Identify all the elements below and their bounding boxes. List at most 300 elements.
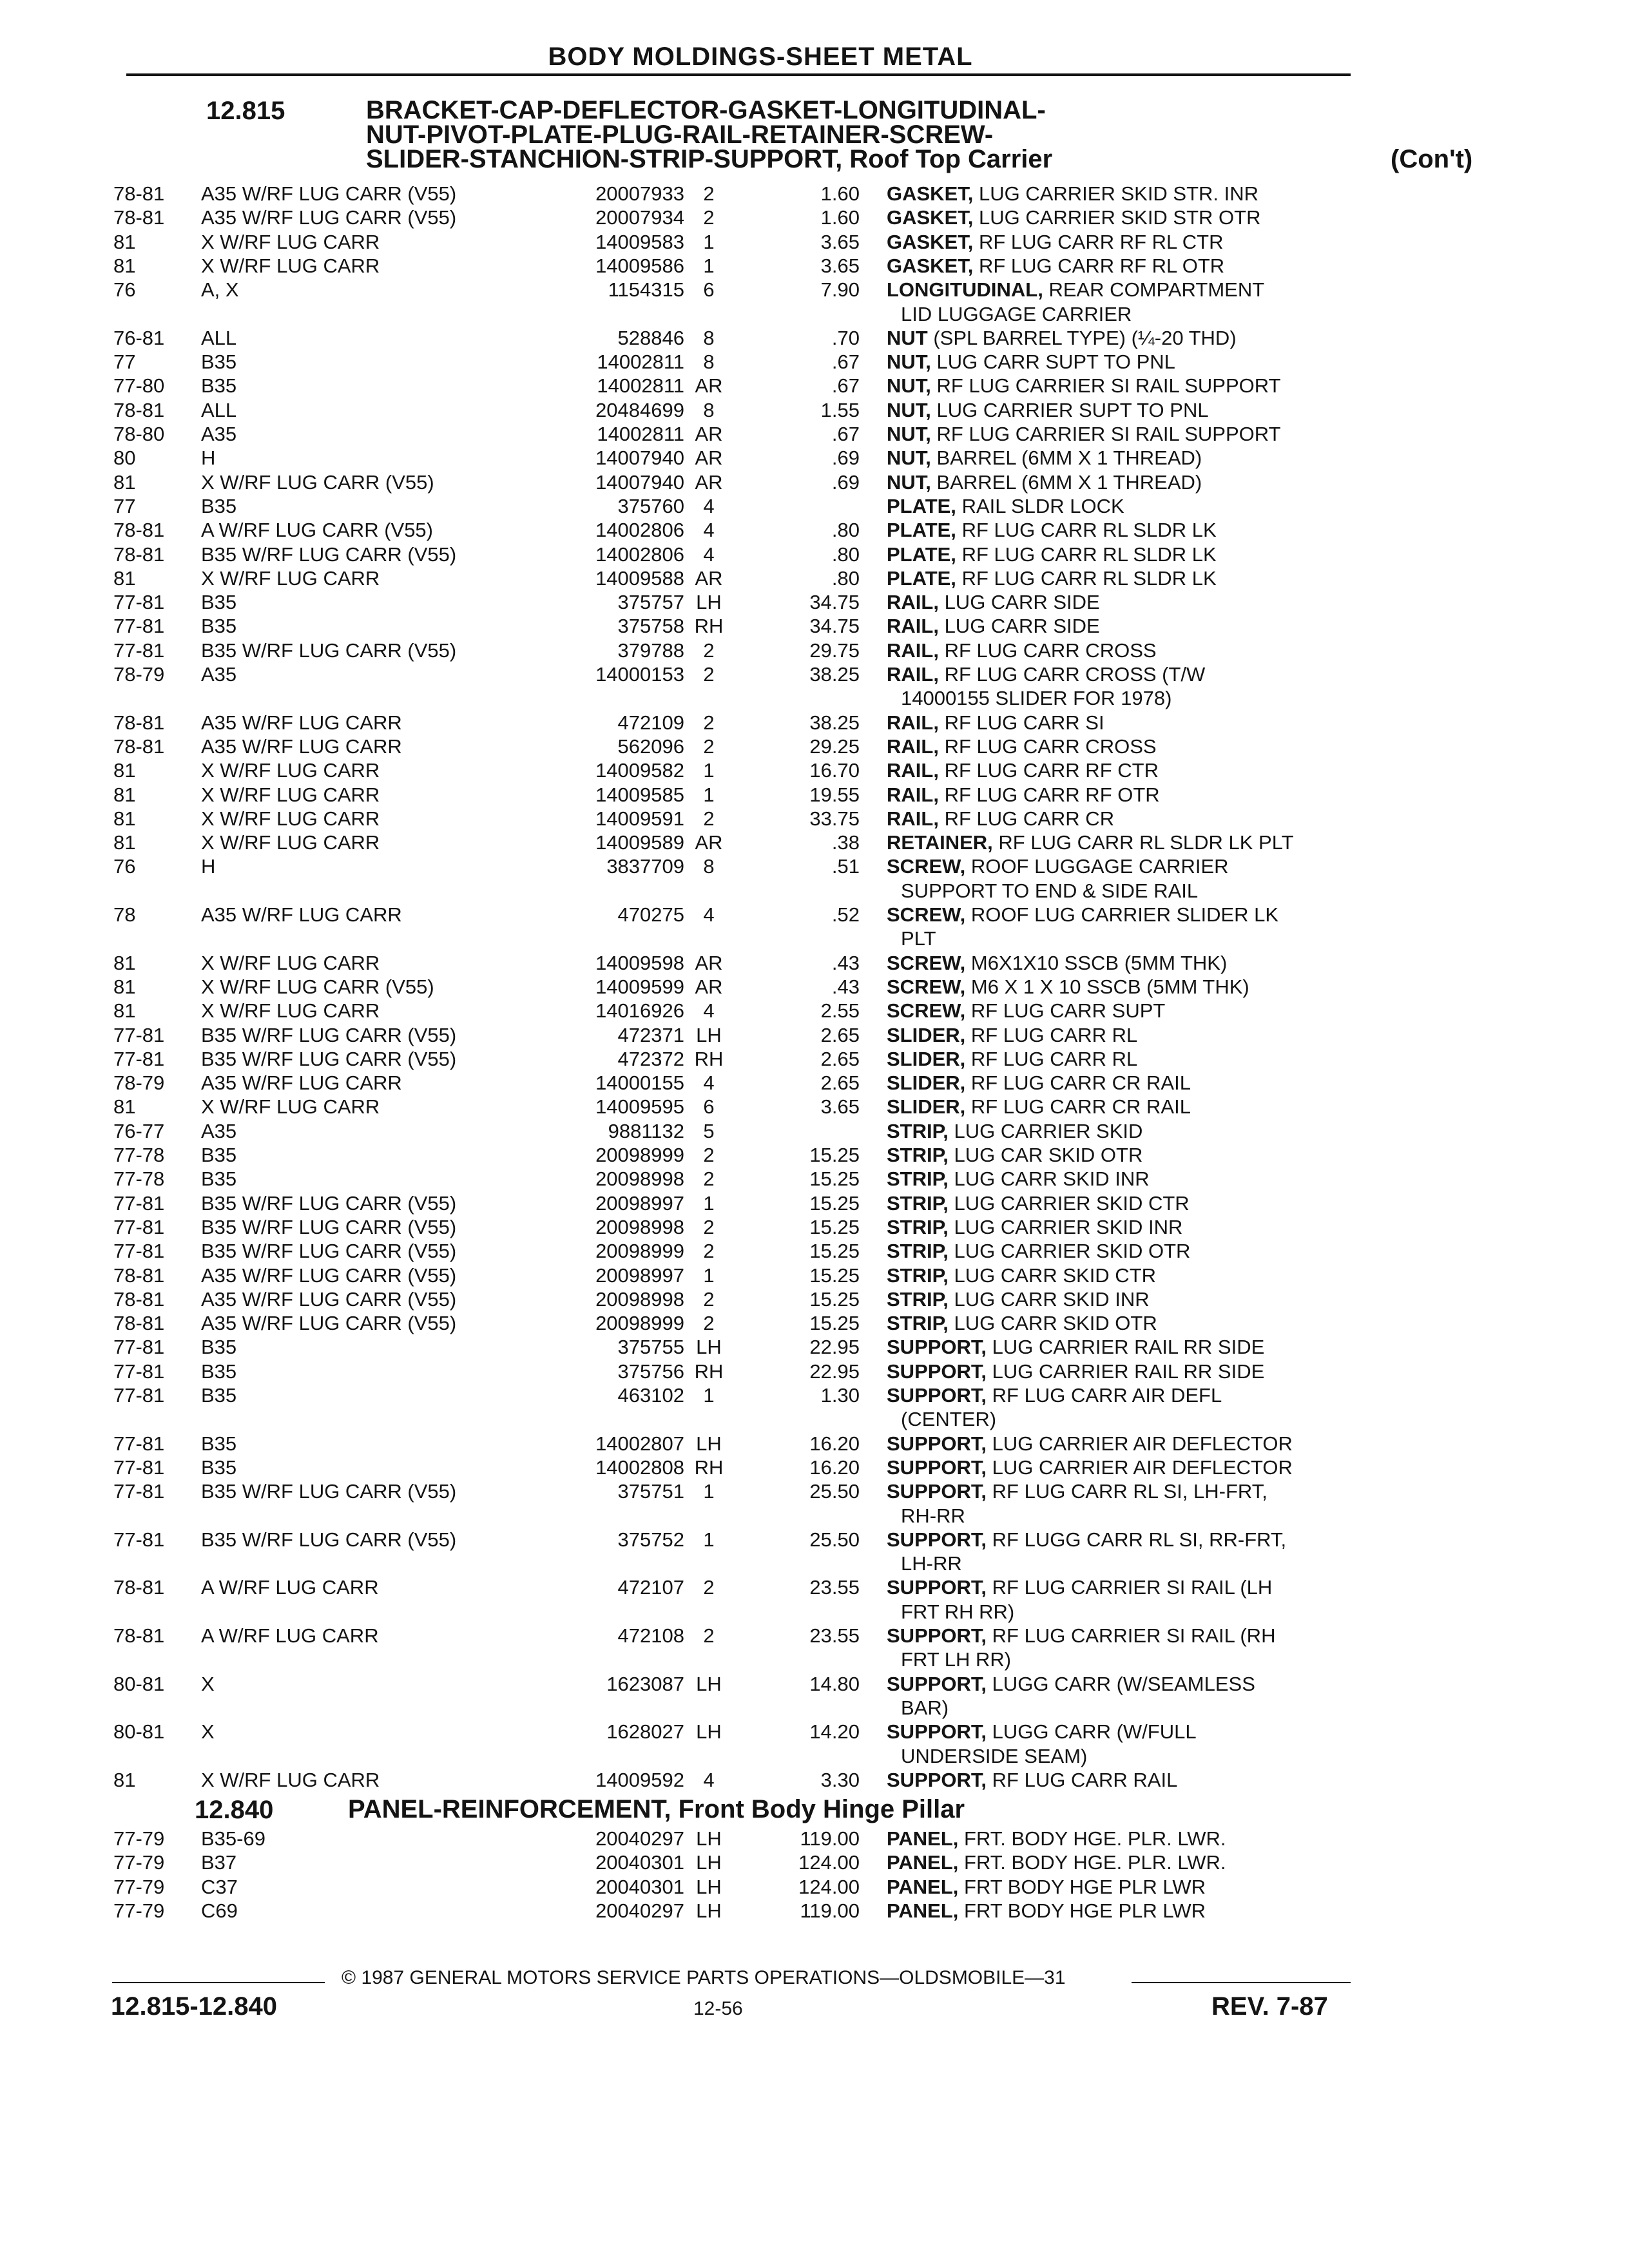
model-code: B35 — [201, 1384, 237, 1407]
price: .67 — [831, 374, 860, 398]
part-description — [887, 1575, 1272, 1599]
model-code: B35 — [201, 1432, 237, 1455]
part-detail: LUG CARRIER SKID CTR — [954, 1191, 1190, 1215]
part-description — [887, 1432, 1293, 1456]
model-code: B37 — [201, 1851, 237, 1874]
model-code: A35 W/RF LUG CARR (V55) — [201, 1287, 457, 1311]
part-name: SUPPORT, — [887, 1720, 987, 1744]
model-year: 81 — [113, 807, 136, 830]
model-year: 77-81 — [113, 1240, 165, 1263]
model-code: X W/RF LUG CARR — [201, 1768, 380, 1791]
model-year: 77-79 — [113, 1875, 165, 1898]
part-detail: LUG CARR SUPT TO PNL — [936, 351, 1175, 374]
part-number: 14009582 — [595, 759, 684, 782]
model-year: 77-81 — [113, 1336, 165, 1359]
part-detail: LUG CARR SKID CTR — [954, 1264, 1157, 1287]
table-row — [0, 1528, 1629, 1552]
model-year: 76 — [113, 855, 136, 878]
part-number: 20098998 — [595, 1287, 684, 1311]
part-number: 14000153 — [595, 663, 684, 686]
quantity: 1 — [703, 1264, 715, 1287]
model-code: X W/RF LUG CARR — [201, 759, 380, 782]
model-year: 81 — [113, 783, 136, 806]
quantity: LH — [696, 1672, 722, 1695]
quantity: 4 — [703, 1072, 715, 1095]
part-name: PLATE, — [887, 519, 956, 542]
model-year: 81 — [113, 951, 136, 974]
model-code: A35 — [201, 423, 237, 445]
table-row — [0, 374, 1629, 398]
part-description — [887, 1720, 1197, 1744]
model-code: B35 — [201, 1144, 237, 1166]
part-description — [887, 1071, 1191, 1095]
part-detail-continued: FRT LH RR) — [901, 1648, 1012, 1671]
quantity: 1 — [703, 1191, 715, 1215]
part-name: SLIDER, — [887, 1072, 966, 1095]
model-year: 80 — [113, 447, 136, 470]
table-row — [0, 230, 1629, 254]
part-number: 14002807 — [595, 1432, 684, 1455]
table-row — [0, 398, 1629, 422]
part-detail-continued: 14000155 SLIDER FOR 1978) — [901, 687, 1172, 710]
section-title-line: PANEL-REINFORCEMENT, — [348, 1795, 671, 1824]
quantity: 8 — [703, 855, 715, 878]
part-name: SUPPORT, — [887, 1432, 987, 1455]
part-detail: LUGG CARR (W/FULL — [992, 1720, 1197, 1744]
part-detail-continued: RH-RR — [901, 1504, 965, 1527]
model-year: 78-80 — [113, 423, 165, 445]
model-code: A35 W/RF LUG CARR (V55) — [201, 1264, 457, 1287]
quantity: 4 — [703, 999, 715, 1023]
part-detail: LUG CARRIER SKID STR OTR — [978, 206, 1261, 229]
price: 15.25 — [809, 1144, 860, 1166]
model-year: 77-81 — [113, 1360, 165, 1383]
table-row — [0, 1383, 1629, 1407]
table-row — [0, 783, 1629, 807]
quantity: 5 — [703, 1119, 715, 1142]
model-year: 77-79 — [113, 1851, 165, 1874]
model-year: 77-78 — [113, 1144, 165, 1166]
price: 15.25 — [809, 1312, 860, 1335]
model-code: B35 — [201, 494, 237, 517]
part-detail-continued: UNDERSIDE SEAM) — [901, 1744, 1088, 1767]
table-row — [0, 1239, 1629, 1263]
part-number: 379788 — [617, 639, 684, 662]
part-description — [887, 398, 1209, 422]
part-number: 1623087 — [606, 1672, 684, 1695]
part-detail: LUG CARRIER AIR DEFLECTOR — [992, 1432, 1293, 1455]
part-name: PLATE, — [887, 566, 956, 590]
part-name: PLATE, — [887, 494, 956, 517]
part-name: SCREW, — [887, 855, 966, 878]
part-detail: RF LUG CARRIER SI RAIL (RH — [992, 1624, 1276, 1647]
quantity: 6 — [703, 278, 715, 302]
part-detail: RF LUG CARR RAIL — [992, 1768, 1178, 1791]
price: .43 — [831, 975, 860, 998]
price: 14.80 — [809, 1672, 860, 1695]
part-name: STRIP, — [887, 1264, 949, 1287]
price: 29.75 — [809, 639, 860, 662]
model-code: B35 — [201, 591, 237, 614]
quantity: 2 — [703, 182, 715, 205]
part-description — [887, 1875, 1206, 1899]
model-year: 81 — [113, 470, 136, 494]
price: 2.65 — [820, 1072, 860, 1095]
table-row — [0, 1311, 1629, 1335]
part-name: RAIL, — [887, 663, 939, 686]
part-number: 14009583 — [595, 230, 684, 253]
part-name: NUT, — [887, 398, 931, 421]
header-rule — [126, 73, 1351, 76]
section-title — [348, 1795, 965, 1824]
part-name: SCREW, — [887, 903, 966, 926]
part-description — [887, 1143, 1142, 1167]
part-description — [887, 326, 1237, 350]
footer-page-number: 12-56 — [693, 1998, 743, 2019]
part-description — [887, 639, 1157, 662]
part-number: 470275 — [617, 903, 684, 926]
part-description — [887, 350, 1175, 374]
model-year: 78-81 — [113, 206, 165, 229]
model-code: B35 — [201, 615, 237, 638]
price: 3.30 — [820, 1768, 860, 1791]
quantity: AR — [695, 470, 723, 494]
model-code: A W/RF LUG CARR — [201, 1576, 379, 1599]
table-row — [0, 278, 1629, 302]
quantity: 1 — [703, 230, 715, 253]
price: 119.00 — [800, 1827, 860, 1850]
quantity: 1 — [703, 1528, 715, 1551]
part-detail: RF LUG CARR AIR DEFL — [992, 1384, 1222, 1407]
model-code: B35 — [201, 374, 237, 398]
part-number: 14002811 — [597, 423, 684, 445]
table-row — [0, 326, 1629, 350]
part-name: SLIDER, — [887, 1095, 966, 1119]
part-name: SUPPORT, — [887, 1384, 987, 1407]
model-code: A35 W/RF LUG CARR — [201, 1072, 402, 1095]
price: .67 — [831, 423, 860, 445]
part-description — [887, 1167, 1150, 1191]
table-row — [0, 831, 1629, 854]
part-number: 14009592 — [595, 1768, 684, 1791]
table-row — [0, 1264, 1629, 1287]
price: 15.25 — [809, 1215, 860, 1238]
price: 15.25 — [809, 1264, 860, 1287]
part-number: 528846 — [617, 326, 684, 349]
part-detail: FRT. BODY HGE. PLR. LWR. — [964, 1851, 1226, 1874]
model-code: B35 W/RF LUG CARR (V55) — [201, 1480, 457, 1503]
part-name: RETAINER, — [887, 831, 993, 854]
price: 33.75 — [809, 807, 860, 830]
part-detail: RF LUGG CARR RL SI, RR-FRT, — [992, 1528, 1287, 1551]
quantity: AR — [695, 831, 723, 854]
part-name: RAIL, — [887, 639, 939, 662]
price: 1.60 — [820, 206, 860, 229]
continued-label: (Con't) — [1391, 145, 1473, 173]
part-description — [887, 1335, 1264, 1359]
model-year: 77 — [113, 351, 136, 374]
model-year: 77-81 — [113, 1480, 165, 1503]
part-description — [887, 278, 1264, 302]
model-year: 81 — [113, 1095, 136, 1119]
quantity: AR — [695, 566, 723, 590]
model-year: 81 — [113, 1768, 136, 1791]
quantity: 4 — [703, 903, 715, 926]
quantity: 8 — [703, 398, 715, 421]
table-row — [0, 254, 1629, 278]
footer-rule-right — [1132, 1982, 1351, 1983]
part-detail: RF LUG CARRIER SI RAIL SUPPORT — [936, 423, 1281, 445]
section-title-line: NUT-PIVOT-PLATE-PLUG-RAIL-RETAINER-SCREW- — [366, 120, 994, 149]
quantity: AR — [695, 951, 723, 974]
model-code: X W/RF LUG CARR — [201, 783, 380, 806]
quantity: 2 — [703, 1215, 715, 1238]
quantity: 8 — [703, 326, 715, 349]
part-detail-continued: (CENTER) — [901, 1408, 997, 1431]
part-detail: LUGG CARR (W/SEAMLESS — [992, 1672, 1255, 1695]
price: 1.55 — [820, 398, 860, 421]
quantity: RH — [694, 1360, 724, 1383]
quantity: 4 — [703, 543, 715, 566]
model-code: ALL — [201, 398, 237, 421]
part-description — [887, 374, 1281, 398]
model-year: 78-79 — [113, 663, 165, 686]
model-code: C69 — [201, 1899, 238, 1922]
footer-revision: REV. 7-87 — [1211, 1992, 1328, 2021]
quantity: AR — [695, 374, 723, 398]
part-detail-continued: LID LUGGAGE CARRIER — [901, 302, 1132, 325]
table-row — [0, 1215, 1629, 1239]
table-row — [0, 206, 1629, 229]
part-description — [887, 662, 1205, 686]
price: 25.50 — [809, 1480, 860, 1503]
table-row — [0, 1167, 1629, 1191]
quantity: 1 — [703, 759, 715, 782]
part-detail: LUG CARRIER SUPT TO PNL — [936, 398, 1209, 421]
quantity: 2 — [703, 807, 715, 830]
table-row — [0, 446, 1629, 470]
model-year: 76-77 — [113, 1119, 165, 1142]
part-name: SUPPORT, — [887, 1480, 987, 1503]
section-title — [366, 96, 1473, 173]
quantity: LH — [696, 1336, 722, 1359]
quantity: LH — [696, 1851, 722, 1874]
part-number: 375756 — [617, 1360, 684, 1383]
part-detail: RF LUG CARR RL SLDR LK — [961, 566, 1217, 590]
model-year: 78-81 — [113, 1264, 165, 1287]
part-name: SUPPORT, — [887, 1336, 987, 1359]
part-description — [887, 1768, 1177, 1792]
part-detail-continued: SUPPORT TO END & SIDE RAIL — [901, 879, 1199, 902]
model-year: 78-81 — [113, 182, 165, 205]
model-year: 78-81 — [113, 1576, 165, 1599]
table-row — [0, 470, 1629, 494]
model-year: 77-80 — [113, 374, 165, 398]
table-row — [0, 1023, 1629, 1047]
part-name: GASKET, — [887, 182, 974, 205]
part-name: RAIL, — [887, 759, 939, 782]
table-row — [0, 1827, 1629, 1850]
part-number: 20040297 — [595, 1899, 684, 1922]
footer-copyright: © 1987 GENERAL MOTORS SERVICE PARTS OPERATIONS—OLDSMOBILE—31 — [342, 1967, 1066, 1988]
model-code: C37 — [201, 1875, 238, 1898]
price: 2.65 — [820, 1023, 860, 1046]
part-name: NUT — [887, 326, 928, 349]
part-name: PANEL, — [887, 1875, 959, 1898]
model-code: B35 W/RF LUG CARR (V55) — [201, 1191, 457, 1215]
quantity: 1 — [703, 1480, 715, 1503]
section-title-line — [366, 147, 1052, 171]
table-row — [0, 1575, 1629, 1599]
part-detail: FRT BODY HGE PLR LWR — [964, 1899, 1206, 1922]
part-detail: FRT BODY HGE PLR LWR — [964, 1875, 1206, 1898]
part-detail: REAR COMPARTMENT — [1048, 278, 1265, 302]
footer-section-range: 12.815-12.840 — [111, 1992, 278, 2021]
quantity: 6 — [703, 1095, 715, 1119]
part-detail: RF LUG CARRIER SI RAIL (LH — [992, 1576, 1273, 1599]
part-name: SLIDER, — [887, 1047, 966, 1070]
quantity: RH — [694, 615, 724, 638]
part-name: SUPPORT, — [887, 1576, 987, 1599]
model-code: B35 — [201, 1456, 237, 1479]
part-number: 14002811 — [597, 351, 684, 374]
part-detail: RF LUG CARR RL SI, LH-FRT, — [992, 1480, 1268, 1503]
table-row — [0, 1360, 1629, 1383]
section-title-subject: Front Body Hinge Pillar — [671, 1795, 965, 1824]
part-number: 14016926 — [595, 999, 684, 1023]
model-code: A, X — [201, 278, 239, 302]
part-name: STRIP, — [887, 1240, 949, 1263]
table-row — [0, 1191, 1629, 1215]
quantity: LH — [696, 1023, 722, 1046]
part-name: NUT, — [887, 470, 931, 494]
part-description — [887, 999, 1165, 1023]
price: 22.95 — [809, 1336, 860, 1359]
part-name: PLATE, — [887, 543, 956, 566]
part-description — [887, 422, 1281, 446]
model-year: 77-81 — [113, 1528, 165, 1551]
quantity: 4 — [703, 1768, 715, 1791]
table-row — [0, 518, 1629, 542]
model-year: 76 — [113, 278, 136, 302]
section-title-subject: Roof Top Carrier — [842, 145, 1053, 173]
part-number: 14002811 — [597, 374, 684, 398]
part-name: RAIL, — [887, 711, 939, 734]
price: 15.25 — [809, 1240, 860, 1263]
price: 15.25 — [809, 1287, 860, 1311]
part-description — [887, 1264, 1156, 1287]
quantity: LH — [696, 1827, 722, 1850]
model-code: A35 W/RF LUG CARR (V55) — [201, 182, 457, 205]
model-year: 77-81 — [113, 1023, 165, 1046]
section-title-line: SLIDER-STANCHION-STRIP-SUPPORT, — [366, 145, 843, 173]
part-number: 562096 — [617, 735, 684, 758]
part-name: SCREW, — [887, 951, 966, 974]
price: 2.65 — [820, 1047, 860, 1070]
quantity: 1 — [703, 1384, 715, 1407]
quantity: AR — [695, 447, 723, 470]
part-number: 14002806 — [595, 519, 684, 542]
model-code: A35 W/RF LUG CARR (V55) — [201, 1312, 457, 1335]
part-detail: RF LUG CARR RF OTR — [944, 783, 1160, 806]
part-description — [887, 1479, 1268, 1503]
part-number: 14002806 — [595, 543, 684, 566]
table-row — [0, 999, 1629, 1023]
part-detail: LUG CARRIER SKID STR. INR — [978, 182, 1259, 205]
table-row — [0, 1335, 1629, 1359]
price: .80 — [831, 543, 860, 566]
part-number: 375757 — [617, 591, 684, 614]
model-year: 78-81 — [113, 735, 165, 758]
part-detail-continued: LH-RR — [901, 1552, 962, 1575]
quantity: 2 — [703, 1240, 715, 1263]
part-description — [887, 1023, 1137, 1047]
part-number: 375755 — [617, 1336, 684, 1359]
price: 16.70 — [809, 759, 860, 782]
part-name: NUT, — [887, 447, 931, 470]
model-code: B35 W/RF LUG CARR (V55) — [201, 1240, 457, 1263]
price: .69 — [831, 470, 860, 494]
part-name: RAIL, — [887, 591, 939, 614]
table-row — [0, 975, 1629, 999]
model-year: 77-81 — [113, 615, 165, 638]
model-code: A35 W/RF LUG CARR (V55) — [201, 206, 457, 229]
part-detail: LUG CARR SKID OTR — [954, 1312, 1157, 1335]
part-description — [887, 735, 1157, 758]
part-description — [887, 590, 1100, 614]
part-number: 20040297 — [595, 1827, 684, 1850]
part-number: 20098998 — [595, 1168, 684, 1191]
part-name: STRIP, — [887, 1144, 949, 1166]
price: 3.65 — [820, 1095, 860, 1119]
part-description — [887, 543, 1217, 566]
part-detail: ROOF LUGGAGE CARRIER — [970, 855, 1229, 878]
model-code: A35 W/RF LUG CARR — [201, 735, 402, 758]
part-description — [887, 494, 1124, 518]
model-code: X W/RF LUG CARR — [201, 566, 380, 590]
quantity: 1 — [703, 254, 715, 277]
part-detail: RF LUG CARRIER SI RAIL SUPPORT — [936, 374, 1281, 398]
table-row — [0, 711, 1629, 735]
table-row — [0, 1768, 1629, 1792]
model-year: 78-81 — [113, 398, 165, 421]
part-description — [887, 1383, 1222, 1407]
table-row — [0, 639, 1629, 662]
part-name: SCREW, — [887, 975, 966, 998]
part-description — [887, 1239, 1190, 1263]
part-name: RAIL, — [887, 615, 939, 638]
model-year: 77-81 — [113, 1191, 165, 1215]
part-number: 375752 — [617, 1528, 684, 1551]
quantity: RH — [694, 1047, 724, 1070]
part-detail: LUG CARRIER RAIL RR SIDE — [992, 1336, 1265, 1359]
part-description — [887, 470, 1202, 494]
model-code: B35 W/RF LUG CARR (V55) — [201, 1023, 457, 1046]
price: 34.75 — [809, 615, 860, 638]
part-description — [887, 1899, 1206, 1923]
price: 38.25 — [809, 711, 860, 734]
quantity: LH — [696, 1875, 722, 1898]
model-code: X — [201, 1720, 215, 1744]
part-number: 20484699 — [595, 398, 684, 421]
price: .70 — [831, 326, 860, 349]
table-row — [0, 1624, 1629, 1648]
part-description — [887, 1827, 1226, 1850]
model-year: 77-81 — [113, 1047, 165, 1070]
part-detail-continued: BAR) — [901, 1696, 949, 1719]
model-year: 77-81 — [113, 1456, 165, 1479]
part-name: GASKET, — [887, 254, 974, 277]
